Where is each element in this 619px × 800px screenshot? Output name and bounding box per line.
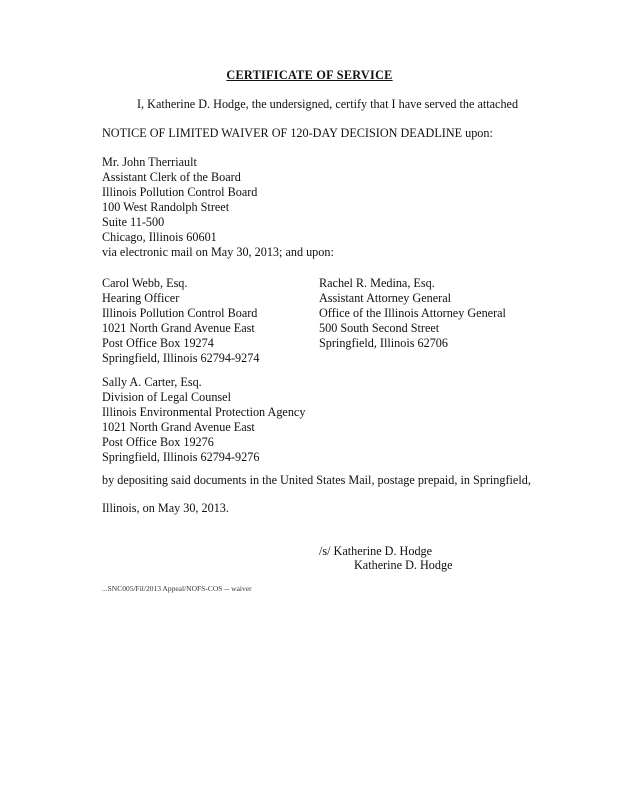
address-line: 1021 North Grand Avenue East [102,420,255,434]
address-line: Springfield, Illinois 62794-9274 [102,351,260,365]
service-method-line: via electronic mail on May 30, 2013; and upon: [102,245,334,259]
address-line: Carol Webb, Esq. [102,276,188,290]
address-line: Office of the Illinois Attorney General [319,306,506,320]
address-line: 500 South Second Street [319,321,440,335]
address-line: 1021 North Grand Avenue East [102,321,255,335]
page-title: CERTIFICATE OF SERVICE [226,68,393,82]
intro-paragraph: I, Katherine D. Hodge, the undersigned, certify that I have served the attached [137,97,519,111]
document-footer-path: ...SNC005/Fil/2013 Appeal/NOFS-COS -- waiver [102,584,252,593]
address-line: Illinois Pollution Control Board [102,306,258,320]
address-line: Illinois Pollution Control Board [102,185,258,199]
address-line: Post Office Box 19276 [102,435,214,449]
address-line: 100 West Randolph Street [102,200,230,214]
address-line: Suite 11-500 [102,215,165,229]
date-statement: Illinois, on May 30, 2013. [102,501,229,515]
recipient-epa-counsel [102,375,305,465]
address-line: Assistant Clerk of the Board [102,170,241,184]
recipient-hearing-officer [102,276,259,366]
address-line: Springfield, Illinois 62706 [319,336,448,350]
address-line: Mr. John Therriault [102,155,197,169]
address-line: Springfield, Illinois 62794-9276 [102,450,260,464]
primary-recipient-address [102,155,257,245]
signature: /s/ Katherine D. Hodge [319,544,433,558]
address-line: Sally A. Carter, Esq. [102,375,202,389]
address-line: Hearing Officer [102,291,180,305]
address-line: Assistant Attorney General [319,291,452,305]
document-title-line: NOTICE OF LIMITED WAIVER OF 120-DAY DECISION DEADLINE upon: [102,126,493,140]
address-line: Illinois Environmental Protection Agency [102,405,306,419]
deposit-statement: by depositing said documents in the United States Mail, postage prepaid, in Springfield, [102,473,531,487]
address-line: Chicago, Illinois 60601 [102,230,217,244]
address-line: Division of Legal Counsel [102,390,231,404]
recipient-attorney-general [319,276,506,351]
address-line: Rachel R. Medina, Esq. [319,276,435,290]
address-line: Post Office Box 19274 [102,336,214,350]
signature-name: Katherine D. Hodge [354,558,453,572]
